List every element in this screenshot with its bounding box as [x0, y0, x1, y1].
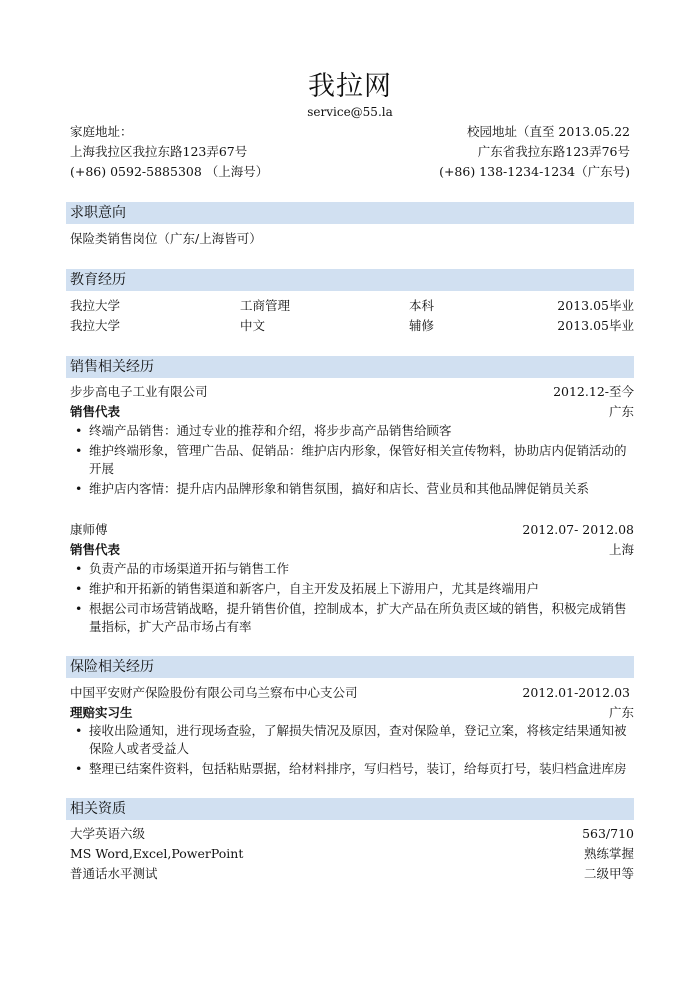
education-school: 我拉大学 [70, 318, 121, 333]
bullet-item: • 维护和开拓新的销售渠道和新客户，自主开发及拓展上下游用户，尤其是终端用户 [70, 580, 634, 598]
job-intent-text: 保险类销售岗位（广东/上海皆可） [70, 231, 262, 246]
campus-address: 广东省我拉东路123弄76号 [477, 144, 630, 159]
resume-name: 我拉网 [308, 71, 392, 102]
bullet-item: • 维护店内客情：提升店内品牌形象和销售氛围，搞好和店长、营业员和其他品牌促销员关系 [70, 480, 634, 498]
qualification-row [70, 865, 634, 883]
qualification-value: 二级甲等 [583, 866, 634, 881]
education-major: 工商管理 [240, 298, 291, 313]
qualification-row [70, 845, 634, 863]
email-address[interactable]: service@55.la [307, 105, 393, 119]
job-location: 上海 [608, 542, 634, 557]
education-row [70, 297, 634, 315]
section-sales-experience: 销售相关经历 [66, 356, 634, 378]
qualification-value: 熟练掌握 [583, 846, 634, 861]
section-insurance-experience: 保险相关经历 [66, 656, 634, 678]
job-role: 销售代表 [70, 542, 121, 557]
job-location: 广东 [608, 404, 634, 419]
campus-phone: (+86) 138-1234-1234（广东号) [439, 164, 630, 179]
qualification-name: 大学英语六级 [70, 826, 146, 841]
bullet-item: • 根据公司市场营销战略，提升销售价值，控制成本，扩大产品在所负责区域的销售，积极完成销售量指标，扩大产品市场占有率 [70, 600, 634, 636]
job-role: 销售代表 [70, 404, 121, 419]
job-location: 广东 [608, 705, 634, 720]
education-school: 我拉大学 [70, 298, 121, 313]
qualification-value: 563/710 [582, 826, 634, 841]
section-job-intent: 求职意向 [66, 202, 634, 224]
education-row [70, 317, 634, 335]
company-name: 步步高电子工业有限公司 [70, 384, 208, 399]
education-degree: 辅修 [409, 318, 435, 333]
home-address: 上海我拉区我拉东路123弄67号 [70, 144, 248, 159]
insurance-job-header [70, 684, 634, 702]
job-date: 2012.12-至今 [553, 384, 634, 399]
sales-job-header [70, 383, 634, 401]
sales-job-role-row [70, 403, 634, 421]
education-degree: 本科 [409, 298, 435, 313]
bullet-item: • 整理已结案件资料，包括粘贴票据，给材料排序，写归档号，装订，给每页打号，装归档盒进库房 [70, 760, 634, 778]
section-education: 教育经历 [66, 269, 634, 291]
bullet-item: • 负责产品的市场渠道开拓与销售工作 [70, 560, 634, 578]
sales-job-bullets [70, 560, 634, 638]
bullet-item: • 接收出险通知，进行现场查验，了解损失情况及原因，查对保险单，登记立案，将核定结果通知被保险人或者受益人 [70, 722, 634, 758]
job-role: 理赔实习生 [70, 705, 133, 720]
company-name: 中国平安财产保险股份有限公司乌兰察布中心支公司 [70, 685, 358, 700]
job-date: 2012.01-2012.03 [522, 685, 630, 700]
education-date: 2013.05毕业 [557, 318, 634, 333]
section-qualifications: 相关资质 [66, 798, 634, 820]
campus-address-label: 校园地址（直至 2013.05.22 [466, 124, 630, 139]
education-date: 2013.05毕业 [557, 298, 634, 313]
bullet-item: • 维护终端形象，管理广告品、促销品：维护店内形象，保管好相关宣传物料，协助店内促销活动的开展 [70, 442, 634, 478]
sales-job-bullets [70, 422, 634, 500]
home-phone: (+86) 0592-5885308 （上海号） [70, 164, 269, 179]
insurance-job-bullets [70, 722, 634, 780]
phone-row [70, 163, 634, 181]
job-date: 2012.07- 2012.08 [522, 522, 634, 537]
qualification-row [70, 825, 634, 843]
bullet-item: • 终端产品销售：通过专业的推荐和介绍，将步步高产品销售给顾客 [70, 422, 634, 440]
sales-job-header [70, 521, 634, 539]
company-name: 康师傅 [70, 522, 108, 537]
address-row [70, 143, 634, 161]
address-label-row [70, 123, 634, 141]
home-address-label: 家庭地址： [70, 124, 133, 139]
education-major: 中文 [240, 318, 266, 333]
qualification-name: 普通话水平测试 [70, 866, 158, 881]
qualification-name: MS Word,Excel,PowerPoint [70, 846, 244, 861]
insurance-job-role-row [70, 704, 634, 722]
sales-job-role-row [70, 541, 634, 559]
